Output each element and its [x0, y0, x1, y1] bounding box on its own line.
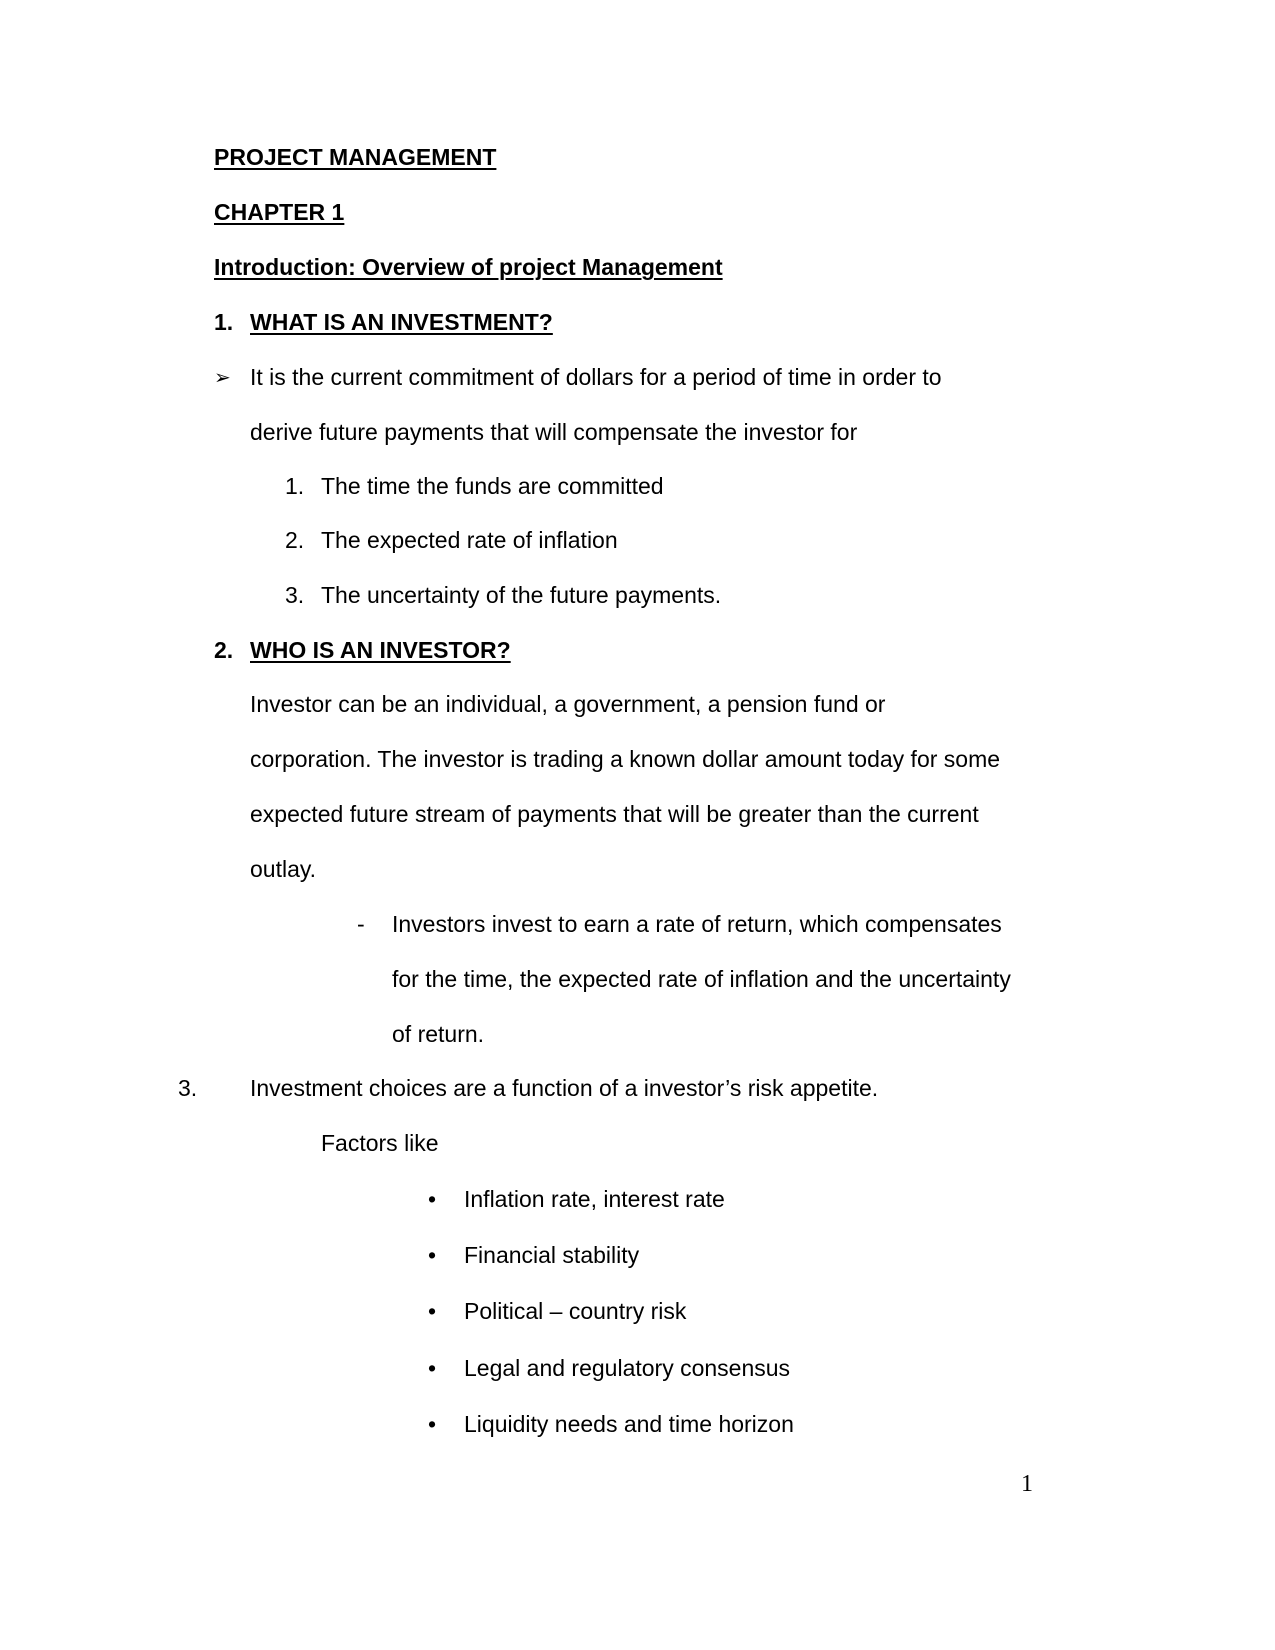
factor-item: Liquidity needs and time horizon	[464, 1411, 794, 1437]
paragraph-line: Investor can be an individual, a government, a pension fund or	[250, 691, 886, 717]
paragraph-line: outlay.	[250, 856, 317, 882]
bullet-icon: •	[428, 1242, 437, 1268]
paragraph-line: expected future stream of payments that will be greater than the current	[250, 801, 979, 827]
factor-item: Inflation rate, interest rate	[464, 1186, 725, 1212]
section-1-number: 1.	[214, 309, 234, 335]
section-2-heading: WHO IS AN INVESTOR?	[250, 637, 511, 663]
section-1-bullet-line-2: derive future payments that will compensate the investor for	[250, 419, 858, 445]
bullet-icon: •	[428, 1186, 437, 1212]
chapter-heading: CHAPTER 1	[214, 199, 345, 225]
list-item-text: The uncertainty of the future payments.	[321, 582, 722, 608]
document-title: PROJECT MANAGEMENT	[214, 144, 497, 170]
paragraph-line: corporation. The investor is trading a known dollar amount today for some	[250, 746, 1001, 772]
factor-item: Political – country risk	[464, 1298, 687, 1324]
factor-item: Financial stability	[464, 1242, 640, 1268]
dash-item-line: for the time, the expected rate of inflation and the uncertainty	[392, 966, 1011, 992]
section-1-bullet-line-1: It is the current commitment of dollars for a period of time in order to	[250, 364, 942, 390]
list-item-number: 1.	[285, 473, 305, 499]
bullet-icon: •	[428, 1298, 437, 1324]
section-3-text: Investment choices are a function of a investor’s risk appetite.	[250, 1075, 879, 1101]
factor-item: Legal and regulatory consensus	[464, 1355, 791, 1381]
list-item-number: 2.	[285, 527, 305, 553]
list-item-text: The expected rate of inflation	[321, 527, 618, 553]
section-1-heading: WHAT IS AN INVESTMENT?	[250, 309, 553, 335]
page-subtitle: Introduction: Overview of project Management	[214, 254, 723, 280]
page-number: 1	[1021, 1471, 1033, 1497]
arrow-bullet-icon: ➢	[214, 365, 231, 389]
dash-item-line: Investors invest to earn a rate of return, which compensates	[392, 911, 1002, 937]
dash-bullet-icon: -	[357, 911, 365, 937]
section-2-number: 2.	[214, 637, 234, 663]
bullet-icon: •	[428, 1355, 437, 1381]
list-item-text: The time the funds are committed	[321, 473, 664, 499]
bullet-icon: •	[428, 1411, 437, 1437]
list-item-number: 3.	[285, 582, 305, 608]
factors-label: Factors like	[321, 1130, 439, 1156]
section-3-number: 3.	[178, 1075, 198, 1101]
dash-item-line: of return.	[392, 1021, 485, 1047]
